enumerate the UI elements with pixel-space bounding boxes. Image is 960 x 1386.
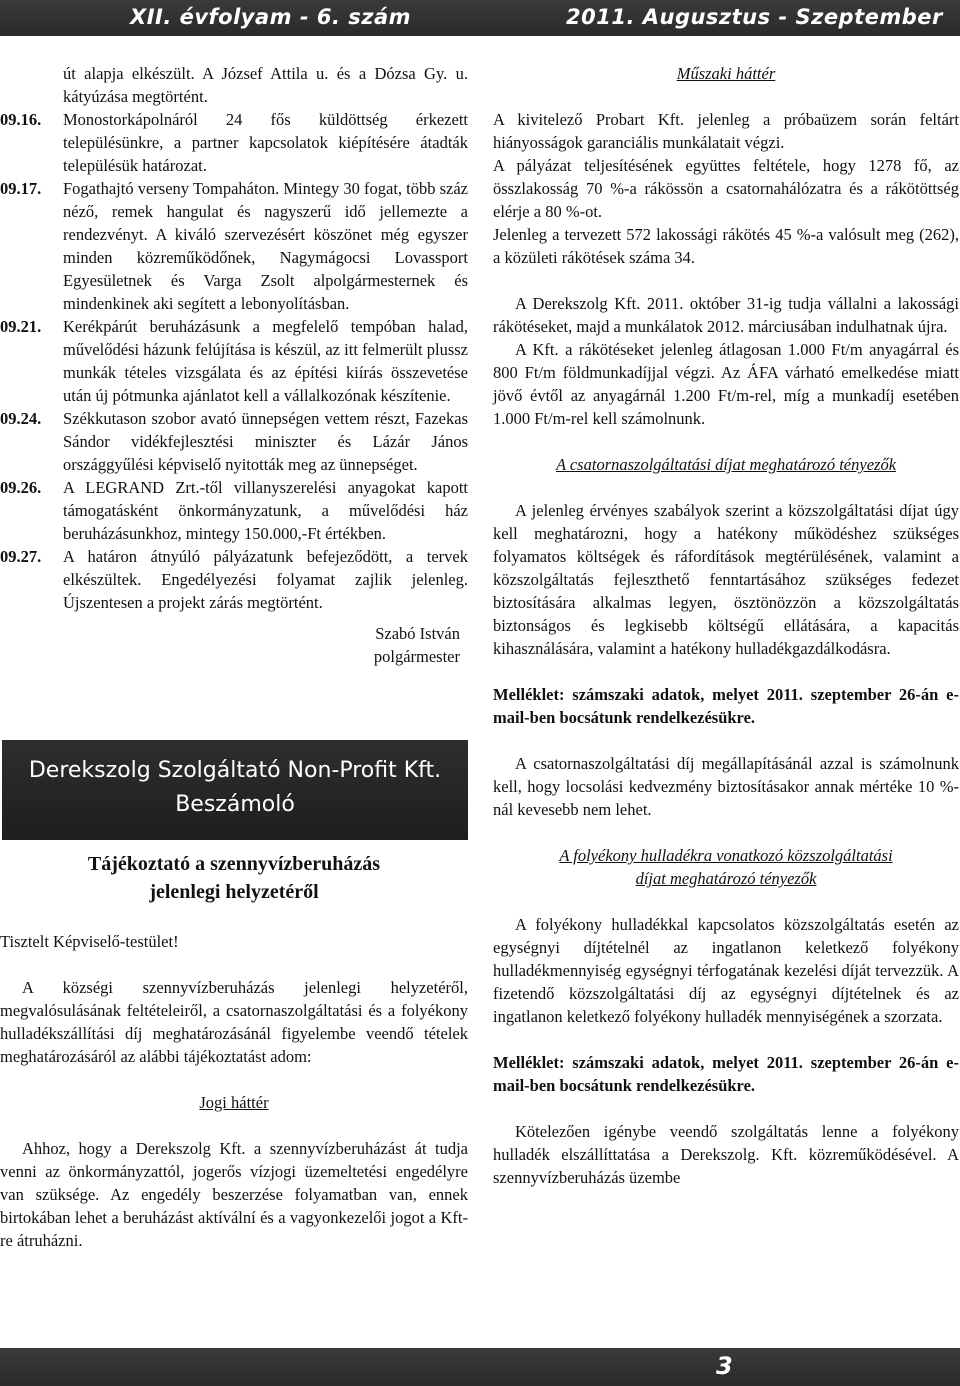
salutation: Tisztelt Képviselő-testület! [0, 932, 179, 951]
report-paragraph: A kivitelező Probart Kft. jelenleg a próbaüzem során feltárt hiányosságok garanciális munkálatait végzi. [493, 110, 959, 152]
entry-date: 09.26. [0, 478, 42, 497]
footer-bar [0, 1348, 960, 1386]
issue-date: 2011. Augusztus - Szeptember [566, 5, 943, 29]
company-banner [2, 740, 468, 840]
entry-text: Kerékpárút beruházásunk a megfelelő tempóban halad, művelődési házunk felújítása is készül, az itt felmerült plussz munkák tételes vizsgálata és az építési kiírás összevetése után új pótmunka ajánlatot kell a vállalkozónak készítenie. [63, 317, 468, 405]
page-number: 3 [716, 1352, 733, 1380]
entry-date: 09.21. [0, 317, 42, 336]
left-column-news [0, 62, 468, 668]
news-entry [0, 407, 468, 476]
report-paragraph: Kötelezően igénybe veendő szolgáltatás lenne a folyékony hulladék elszállíttatása a Derekszolg. Kft. közreműködésével. A szennyvízberuházás üzembe [493, 1122, 959, 1187]
report-paragraph: Ahhoz, hogy a Derekszolg Kft. a szennyvízberuházást át tudja venni az önkormányzattól, jogerős vízjogi üzemeltetési engedélyre van szüksége. Az engedély beszerzése folyamatban van, ennek birtokában lehet a beruházást aktívální és a vagyonkezelői jogot a Kft-re átruházni. [0, 1139, 468, 1250]
signature-name: Szabó István [375, 624, 460, 643]
report-paragraph: A pályázat teljesítésének együttes feltétele, hogy 1278 fő, az összlakosság 70 %-a rákössön a csatornahálózatra és a rákötöttség elérje a 80 %-ot. [493, 156, 959, 221]
report-paragraph: A községi szennyvízberuházás jelenlegi helyzetéről, megvalósulásának feltételeiről, a csatornaszolgáltatási és a folyékony hulladékszállítási díj meghatározásánál figyelembe veendő tételek meghatározásáról az alábbi tájékoztatást adom: [0, 978, 468, 1066]
news-entry [0, 545, 468, 614]
report-paragraph: A jelenleg érvényes szabályok szerint a közszolgáltatási díjat úgy kell meghatározni, hogy a hatékony működéshez szükséges folyamatos költségek és ráfordítások megtérülésének, valamint a közszolgáltatás fejleszthető fenntartásához szükséges fedezet biztosítására alkalmas legyen, ösztönözzön a közszolgáltatás biztonságos és legkisebb költségű ellátására, a kapacitás kihasználására, valamint a hatékony hulladékgazdálkodásra. [493, 501, 959, 658]
entry-date: 09.16. [0, 110, 42, 129]
report-paragraph: A Kft. a rákötéseket jelenleg átlagosan 1.000 Ft/m anyagárral és 800 Ft/m földmunkadíjjal végzi. Az ÁFA várható emelkedése miatt jövő évtől az anyagárnál 1.200 Ft/m-rel, míg a munkadíj esetében 1.000 Ft/m-rel kell számolnunk. [493, 340, 959, 428]
entry-date: 09.24. [0, 409, 42, 428]
report-paragraph: A csatornaszolgáltatási díj megállapításánál azzal is számolnunk kell, hogy locsolási kedvezmény biztosításakor annak mértéke 10 %-nál kevesebb nem lehet. [493, 754, 959, 819]
header-bar [0, 0, 960, 36]
entry-date: 09.17. [0, 179, 42, 198]
report-paragraph: A Derekszolg Kft. 2011. október 31-ig tudja vállalni a lakossági rákötéseket, majd a munkálatok 2012. márciusában indulhatnak újra. [493, 294, 959, 336]
attachment-note: Melléklet: számszaki adatok, melyet 2011. szeptember 26-án e-mail-ben bocsátunk rendelkezésükre. [493, 1053, 959, 1095]
report-paragraph: A folyékony hulladékkal kapcsolatos közszolgáltatás esetén az egységnyi díjtételnél az ingatlanon keletkező folyékony hulladékmennyiség egységnyi térfogatának kezelési díját tervezzük. A fizetendő közszolgáltatási díj az egységnyi díjtételnek és az ingatlanon keletkező folyékony hulladék mennyiségének a szorzata. [493, 915, 959, 1026]
intro-text: út alapja elkészült. A József Attila u. és a Dózsa Gy. u. kátyúzása megtörtént. [63, 64, 468, 106]
issue-label: XII. évfolyam - 6. szám [130, 5, 412, 29]
section-heading-fees: A csatornaszolgáltatási díjat meghatározó tényezők [555, 455, 897, 474]
entry-text: A LEGRAND Zrt.-től villanyszerelési anyagokat kapott támogatásként önkormányzatunk, a művelődési ház beruházásunkhoz, mintegy 150.000,-Ft értékben. [63, 478, 468, 543]
signature-role: polgármester [373, 647, 460, 666]
section-heading-liquid: A folyékony hulladékra vonatkozó közszolgáltatási [559, 846, 893, 865]
report-paragraph: Jelenleg a tervezett 572 lakossági rákötés 45 %-a valósult meg (262), a közületi rákötések száma 34. [493, 225, 959, 267]
entry-text: A határon átnyúló pályázatunk befejeződött, a tervek elkészültek. Engedélyezési folyamat zajlik jelenleg. Újszentesen a projekt zárás megtörtént. [63, 547, 468, 612]
news-entry [0, 315, 468, 407]
section-heading-legal: Jogi háttér [199, 1093, 269, 1112]
subheading-line: jelenlegi helyzetéről [149, 881, 319, 903]
news-entry [0, 476, 468, 545]
subheading-line: Tájékoztató a szennyvízberuházás [87, 853, 381, 875]
attachment-note: Melléklet: számszaki adatok, melyet 2011. szeptember 26-án e-mail-ben bocsátunk rendelkezésükre. [493, 685, 959, 727]
news-entry [0, 108, 468, 177]
news-entry [0, 177, 468, 315]
banner-report: Beszámoló [175, 792, 295, 817]
section-heading-liquid: díjat meghatározó tényezők [635, 869, 817, 888]
entry-text: Székkutason szobor avató ünnepségen vettem részt, Fazekas Sándor vidékfejlesztési miniszter és Lázár János országgyűlési képviselő nyitották meg az ünnepséget. [63, 409, 468, 474]
banner-company: Derekszolg Szolgáltató Non-Profit Kft. [28, 758, 442, 783]
left-column-report [0, 930, 468, 1252]
entry-text: Fogathajtó verseny Tompaháton. Mintegy 30 fogat, több száz néző, remek hangulat és nagyszerű idő jellemezte a rendezvényt. A kiváló szervezésért köszönet még egyszer minden közreműködőnek, Nagymágocsi Lovassport Egyesületnek és Varga Zsolt alpolgármesternek és mindenkinek aki segített a lebonyolításban. [63, 179, 468, 313]
article-subheading [0, 850, 468, 906]
entry-text: Monostorkápolnáról 24 fős küldöttség érkezett településünkre, a partner kapcsolatok kiépítésére átadták településük határozat. [63, 110, 468, 175]
section-heading-technical: Műszaki háttér [676, 64, 776, 83]
right-column [493, 62, 959, 1189]
entry-date: 09.27. [0, 547, 42, 566]
